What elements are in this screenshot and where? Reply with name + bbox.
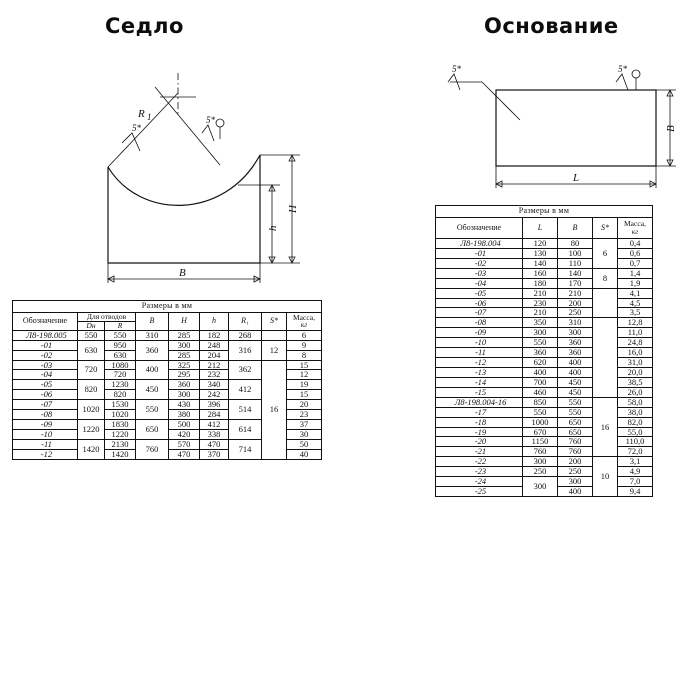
- table-row: [436, 248, 653, 258]
- cell-desig: -06: [436, 298, 523, 308]
- cell-S: [593, 318, 618, 397]
- cell-mass: 58,0: [618, 397, 653, 407]
- cell-R1: 362: [229, 360, 262, 380]
- cell-L: 760: [523, 447, 558, 457]
- cell-desig: -17: [436, 407, 523, 417]
- cell-mass: 1,4: [618, 268, 653, 278]
- cell-h: 248: [200, 340, 229, 350]
- page-title-osnovanie: Основание: [484, 14, 619, 38]
- header-mass: [618, 218, 653, 239]
- cell-B: 300: [558, 477, 593, 487]
- osnovanie-drawing: [430, 60, 680, 205]
- cell-S: 16: [593, 397, 618, 457]
- cell-desig: -07: [13, 400, 78, 410]
- cell-L: 670: [523, 427, 558, 437]
- cell-mass: 16,0: [618, 348, 653, 358]
- table-row: [13, 360, 322, 370]
- cell-desig: -04: [13, 370, 78, 380]
- cell-B: 450: [558, 377, 593, 387]
- cell-mass: 26,0: [618, 387, 653, 397]
- cell-L: 550: [523, 338, 558, 348]
- cell-R: 1220: [105, 429, 136, 439]
- cell-desig: -18: [436, 417, 523, 427]
- cell-L: 210: [523, 288, 558, 298]
- cell-H: 325: [169, 360, 200, 370]
- header-designation: Обозначение: [436, 218, 523, 239]
- cell-h: 212: [200, 360, 229, 370]
- cell-L: 180: [523, 278, 558, 288]
- table-row: [436, 328, 653, 338]
- svg-text:L: L: [573, 172, 580, 184]
- cell-desig: -09: [436, 328, 523, 338]
- cell-mass: 38,5: [618, 377, 653, 387]
- cell-B: 210: [558, 288, 593, 298]
- cell-R1: 268: [229, 330, 262, 340]
- cell-B: 400: [136, 360, 169, 380]
- cell-mass: 0,6: [618, 248, 653, 258]
- table-caption-row: [13, 301, 322, 313]
- table-row: [436, 288, 653, 298]
- cell-H: 470: [169, 449, 200, 459]
- table-header-row: [13, 313, 322, 322]
- cell-mass: 12,8: [618, 318, 653, 328]
- table-row: [436, 298, 653, 308]
- header-mass-label: Масса,: [293, 312, 315, 322]
- cell-desig: -04: [436, 278, 523, 288]
- cell-desig: -15: [436, 387, 523, 397]
- cell-desig: -03: [436, 268, 523, 278]
- cell-R: 820: [105, 390, 136, 400]
- cell-desig: -14: [436, 377, 523, 387]
- cell-mass: 4,1: [618, 288, 653, 298]
- cell-mass: 6: [287, 330, 322, 340]
- sedlo-dimensions-table: [12, 300, 322, 460]
- cell-B: 760: [558, 437, 593, 447]
- cell-mass: 24,8: [618, 338, 653, 348]
- cell-R: 720: [105, 370, 136, 380]
- cell-desig: -08: [436, 318, 523, 328]
- cell-mass: 12: [287, 370, 322, 380]
- cell-mass: 7,0: [618, 477, 653, 487]
- cell-B: 80: [558, 239, 593, 249]
- cell-B: 450: [136, 380, 169, 400]
- cell-B: 170: [558, 278, 593, 288]
- cell-desig: -05: [13, 380, 78, 390]
- header-mass: [287, 313, 322, 331]
- cell-desig: -12: [13, 449, 78, 459]
- cell-desig: -20: [436, 437, 523, 447]
- cell-R: 2130: [105, 439, 136, 449]
- cell-L: 300: [523, 328, 558, 338]
- cell-B: 650: [558, 427, 593, 437]
- cell-H: 295: [169, 370, 200, 380]
- header-designation: Обозначение: [13, 313, 78, 331]
- cell-h: 338: [200, 429, 229, 439]
- header-h: h: [200, 313, 229, 331]
- svg-text:1: 1: [147, 112, 152, 122]
- cell-desig: -22: [436, 457, 523, 467]
- cell-desig: -02: [13, 350, 78, 360]
- svg-text:5*: 5*: [618, 64, 627, 74]
- table-caption: Размеры в мм: [436, 206, 653, 218]
- cell-h: 182: [200, 330, 229, 340]
- cell-desig: Л8-198.004-16: [436, 397, 523, 407]
- cell-Dn: 550: [78, 330, 105, 340]
- cell-H: 285: [169, 330, 200, 340]
- cell-desig: -10: [436, 338, 523, 348]
- cell-mass: 0,7: [618, 258, 653, 268]
- cell-H: 570: [169, 439, 200, 449]
- cell-h: 284: [200, 410, 229, 420]
- cell-Dn: 1020: [78, 400, 105, 420]
- cell-L: 620: [523, 358, 558, 368]
- svg-text:B: B: [179, 267, 186, 279]
- cell-L: 160: [523, 268, 558, 278]
- cell-S: 6: [593, 239, 618, 269]
- cell-B: 250: [558, 467, 593, 477]
- table-row: [436, 358, 653, 368]
- cell-B: 400: [558, 487, 593, 497]
- cell-B: 550: [558, 397, 593, 407]
- cell-desig: -12: [436, 358, 523, 368]
- cell-R1: 412: [229, 380, 262, 400]
- table-row: [436, 348, 653, 358]
- cell-L: 850: [523, 397, 558, 407]
- cell-B: 450: [558, 387, 593, 397]
- header-R: R: [105, 321, 136, 330]
- cell-Dn: 1420: [78, 439, 105, 459]
- table-row: [436, 318, 653, 328]
- cell-R: 1230: [105, 380, 136, 390]
- cell-S: 16: [262, 360, 287, 459]
- cell-desig: -09: [13, 420, 78, 430]
- table-row: [436, 427, 653, 437]
- table-row: [436, 258, 653, 268]
- cell-B: 550: [136, 400, 169, 420]
- cell-mass: 4,5: [618, 298, 653, 308]
- table-row: [436, 467, 653, 477]
- cell-mass: 40: [287, 449, 322, 459]
- cell-desig: Л8-198.005: [13, 330, 78, 340]
- cell-mass: 23: [287, 410, 322, 420]
- cell-desig: -19: [436, 427, 523, 437]
- table-row: [436, 367, 653, 377]
- cell-mass: 72,0: [618, 447, 653, 457]
- table-header-row: [436, 218, 653, 239]
- header-mass-label: Масса,: [624, 219, 646, 229]
- cell-desig: -01: [13, 340, 78, 350]
- cell-L: 210: [523, 308, 558, 318]
- cell-B: 250: [558, 308, 593, 318]
- cell-mass: 15: [287, 360, 322, 370]
- cell-R1: 316: [229, 340, 262, 360]
- cell-desig: -13: [436, 367, 523, 377]
- table-row: [436, 477, 653, 487]
- cell-L: 120: [523, 239, 558, 249]
- header-S: S*: [593, 218, 618, 239]
- header-Dn: Dн: [78, 321, 105, 330]
- cell-mass: 19: [287, 380, 322, 390]
- svg-text:5*: 5*: [132, 123, 141, 133]
- svg-text:h: h: [267, 225, 279, 231]
- cell-desig: -21: [436, 447, 523, 457]
- table-row: [13, 330, 322, 340]
- cell-H: 420: [169, 429, 200, 439]
- cell-R: 950: [105, 340, 136, 350]
- table-row: [436, 338, 653, 348]
- cell-B: 360: [558, 338, 593, 348]
- cell-L: 1000: [523, 417, 558, 427]
- svg-text:H: H: [287, 205, 299, 213]
- header-H: H: [169, 313, 200, 331]
- cell-L: 300: [523, 457, 558, 467]
- cell-B: 110: [558, 258, 593, 268]
- cell-mass: 31,0: [618, 358, 653, 368]
- table-row: [436, 239, 653, 249]
- cell-L: 460: [523, 387, 558, 397]
- cell-Dn: 720: [78, 360, 105, 380]
- cell-L: 230: [523, 298, 558, 308]
- cell-B: 200: [558, 457, 593, 467]
- cell-S: 10: [593, 457, 618, 497]
- cell-mass: 20,0: [618, 367, 653, 377]
- header-R1: R₁: [229, 313, 262, 331]
- cell-R: 1530: [105, 400, 136, 410]
- cell-Dn: 820: [78, 380, 105, 400]
- cell-mass: 37: [287, 420, 322, 430]
- cell-L: 700: [523, 377, 558, 387]
- cell-desig: -11: [436, 348, 523, 358]
- cell-L: 400: [523, 367, 558, 377]
- cell-desig: -10: [13, 429, 78, 439]
- cell-B: 650: [136, 420, 169, 440]
- svg-text:5*: 5*: [452, 64, 461, 74]
- cell-desig: -03: [13, 360, 78, 370]
- cell-R: 1420: [105, 449, 136, 459]
- cell-L: 350: [523, 318, 558, 328]
- table-row: [436, 407, 653, 417]
- header-B: B: [136, 313, 169, 331]
- cell-desig: -05: [436, 288, 523, 298]
- cell-mass: 15: [287, 390, 322, 400]
- cell-mass: 82,0: [618, 417, 653, 427]
- cell-h: 340: [200, 380, 229, 390]
- cell-B: 310: [558, 318, 593, 328]
- table-caption: Размеры в мм: [13, 301, 322, 313]
- sedlo-drawing: [60, 55, 350, 285]
- cell-L: 300: [523, 477, 558, 497]
- cell-R: 1020: [105, 410, 136, 420]
- cell-H: 300: [169, 390, 200, 400]
- table-caption-row: [436, 206, 653, 218]
- cell-H: 500: [169, 420, 200, 430]
- cell-R: 630: [105, 350, 136, 360]
- cell-S: 8: [593, 268, 618, 288]
- table-osnovanie: [435, 205, 653, 497]
- svg-text:R: R: [138, 108, 145, 120]
- header-L: L: [523, 218, 558, 239]
- svg-text:B: B: [665, 125, 677, 132]
- cell-mass: 50: [287, 439, 322, 449]
- cell-mass: 1,9: [618, 278, 653, 288]
- cell-B: 310: [136, 330, 169, 340]
- table-row: [436, 377, 653, 387]
- cell-S: 12: [262, 340, 287, 360]
- cell-H: 380: [169, 410, 200, 420]
- cell-B: 400: [558, 367, 593, 377]
- cell-S: [593, 288, 618, 318]
- cell-H: 360: [169, 380, 200, 390]
- cell-H: 430: [169, 400, 200, 410]
- cell-R: 550: [105, 330, 136, 340]
- cell-mass: 20: [287, 400, 322, 410]
- cell-desig: -07: [436, 308, 523, 318]
- cell-h: 232: [200, 370, 229, 380]
- cell-mass: 9: [287, 340, 322, 350]
- cell-L: 1150: [523, 437, 558, 447]
- table-row: [436, 447, 653, 457]
- cell-H: 300: [169, 340, 200, 350]
- cell-Dn: 1220: [78, 420, 105, 440]
- table-row: [436, 268, 653, 278]
- cell-h: 204: [200, 350, 229, 360]
- header-B: B: [558, 218, 593, 239]
- cell-mass: 110,0: [618, 437, 653, 447]
- cell-Dn: 630: [78, 340, 105, 360]
- cell-H: 285: [169, 350, 200, 360]
- cell-R: 1830: [105, 420, 136, 430]
- cell-B: 140: [558, 268, 593, 278]
- cell-mass: 30: [287, 429, 322, 439]
- cell-B: 300: [558, 328, 593, 338]
- table-row: [436, 278, 653, 288]
- table-row: [13, 340, 322, 350]
- cell-mass: 55,0: [618, 427, 653, 437]
- cell-desig: -11: [13, 439, 78, 449]
- cell-L: 250: [523, 467, 558, 477]
- cell-desig: -23: [436, 467, 523, 477]
- cell-desig: -02: [436, 258, 523, 268]
- header-group-otvodov: Для отводов: [78, 313, 136, 322]
- cell-L: 550: [523, 407, 558, 417]
- cell-L: 130: [523, 248, 558, 258]
- cell-desig: -06: [13, 390, 78, 400]
- cell-B: 760: [136, 439, 169, 459]
- cell-h: 412: [200, 420, 229, 430]
- cell-B: 400: [558, 358, 593, 368]
- cell-B: 360: [136, 340, 169, 360]
- table-row: [436, 437, 653, 447]
- page-title-sedlo: Седло: [105, 14, 184, 38]
- cell-mass: 11,0: [618, 328, 653, 338]
- cell-S: [262, 330, 287, 340]
- table-row: [436, 457, 653, 467]
- cell-R1: 514: [229, 400, 262, 420]
- cell-desig: -01: [436, 248, 523, 258]
- cell-R1: 714: [229, 439, 262, 459]
- cell-L: 360: [523, 348, 558, 358]
- osnovanie-dimensions-table: [435, 205, 653, 497]
- cell-B: 760: [558, 447, 593, 457]
- table-row: [436, 387, 653, 397]
- table-row: [436, 308, 653, 318]
- cell-desig: -08: [13, 410, 78, 420]
- cell-mass: 9,4: [618, 487, 653, 497]
- cell-L: 140: [523, 258, 558, 268]
- cell-mass: 4,9: [618, 467, 653, 477]
- cell-h: 396: [200, 400, 229, 410]
- table-row: [436, 397, 653, 407]
- cell-h: 370: [200, 449, 229, 459]
- header-mass-unit: кг: [631, 227, 639, 236]
- cell-h: 470: [200, 439, 229, 449]
- table-sedlo: [12, 300, 322, 460]
- cell-mass: 38,0: [618, 407, 653, 417]
- cell-B: 200: [558, 298, 593, 308]
- cell-B: 550: [558, 407, 593, 417]
- header-mass-unit: кг: [300, 320, 308, 330]
- cell-mass: 8: [287, 350, 322, 360]
- cell-B: 650: [558, 417, 593, 427]
- cell-mass: 3,5: [618, 308, 653, 318]
- svg-text:5*: 5*: [206, 115, 215, 125]
- cell-R: 1080: [105, 360, 136, 370]
- cell-mass: 3,1: [618, 457, 653, 467]
- cell-h: 242: [200, 390, 229, 400]
- cell-mass: 0,4: [618, 239, 653, 249]
- table-row: [436, 417, 653, 427]
- cell-B: 360: [558, 348, 593, 358]
- cell-desig: Л8-198.004: [436, 239, 523, 249]
- cell-desig: -25: [436, 487, 523, 497]
- cell-B: 100: [558, 248, 593, 258]
- header-S: S*: [262, 313, 287, 331]
- cell-desig: -24: [436, 477, 523, 487]
- cell-R1: 614: [229, 420, 262, 440]
